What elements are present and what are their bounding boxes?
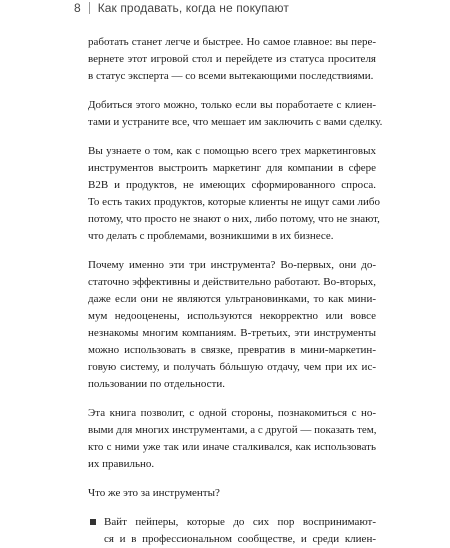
page-number: 8	[74, 1, 81, 15]
paragraph	[88, 405, 376, 473]
bullet-item	[88, 514, 376, 548]
paragraph	[88, 257, 376, 393]
text-line: что делать с проблемами, возникшими в их бизнесе.	[88, 230, 334, 242]
header-divider	[89, 2, 90, 14]
text-line: Эта книга позволит, с одной стороны, познакомиться с но-	[88, 407, 376, 419]
text-line: мум недооценены, используются некорректно или вовсе	[88, 310, 376, 322]
text-line: их правильно.	[88, 458, 155, 470]
text-line: ся и в профессиональном сообществе, и среди клиен-	[104, 533, 376, 545]
text-line: Вы узнаете о том, как с помощью всего трех маркетинговых	[88, 145, 376, 157]
text-line: тами и устраните все, что мешает им заключить с вами сделку.	[88, 116, 383, 128]
text-line: говую систему, и получать бóльшую отдачу, чем при их ис-	[88, 361, 376, 373]
running-head	[74, 0, 289, 16]
text-line: Добиться этого можно, только если вы поработаете с клиен-	[88, 99, 376, 111]
text-line: инструментов выстроить маркетинг для компании в сфере	[88, 162, 376, 174]
text-line: Почему именно эти три инструмента? Во-первых, они до-	[88, 259, 376, 271]
text-line: даже если они не являются ультрановинками, то как мини-	[88, 293, 376, 305]
text-line: незнакомы многим компаниям. В-третьих, эти инструменты	[88, 327, 376, 339]
text-line: работать станет легче и быстрее. Но самое главное: вы пере-	[88, 36, 376, 48]
text-line: пользовании по отдельности.	[88, 378, 225, 390]
body-text	[88, 34, 383, 548]
text-line: кто с ними уже так или иначе сталкивался, как использовать	[88, 441, 376, 453]
text-line: Что же это за инструменты?	[88, 487, 220, 499]
paragraph	[88, 143, 380, 245]
square-bullet-icon	[90, 519, 96, 525]
text-line: вернете этот игровой стол и перейдете из статуса просителя	[88, 53, 376, 65]
text-line: Вайт пейперы, которые до сих пор воспринимают-	[104, 516, 376, 528]
paragraph	[88, 34, 376, 85]
text-line: статочно эффективны и действительно работают. Во-вторых,	[88, 276, 376, 288]
text-line: B2B и продуктов, не имеющих сформированного спроса.	[88, 179, 376, 191]
text-line: выми для многих инструментами, а с другой — показать тем,	[88, 424, 377, 436]
text-line: То есть таких продуктов, которые клиенты не ищут сами либо	[88, 196, 380, 208]
paragraph	[88, 485, 376, 502]
paragraph	[88, 97, 383, 131]
running-title: Как продавать, когда не покупают	[97, 1, 289, 15]
text-line: потому, что просто не знают о них, либо потому, что не знают,	[88, 213, 380, 225]
text-line: можно использовать в связке, превратив в мини-маркетин-	[88, 344, 376, 356]
text-line: в статус эксперта — со всеми вытекающими последствиями.	[88, 70, 374, 82]
